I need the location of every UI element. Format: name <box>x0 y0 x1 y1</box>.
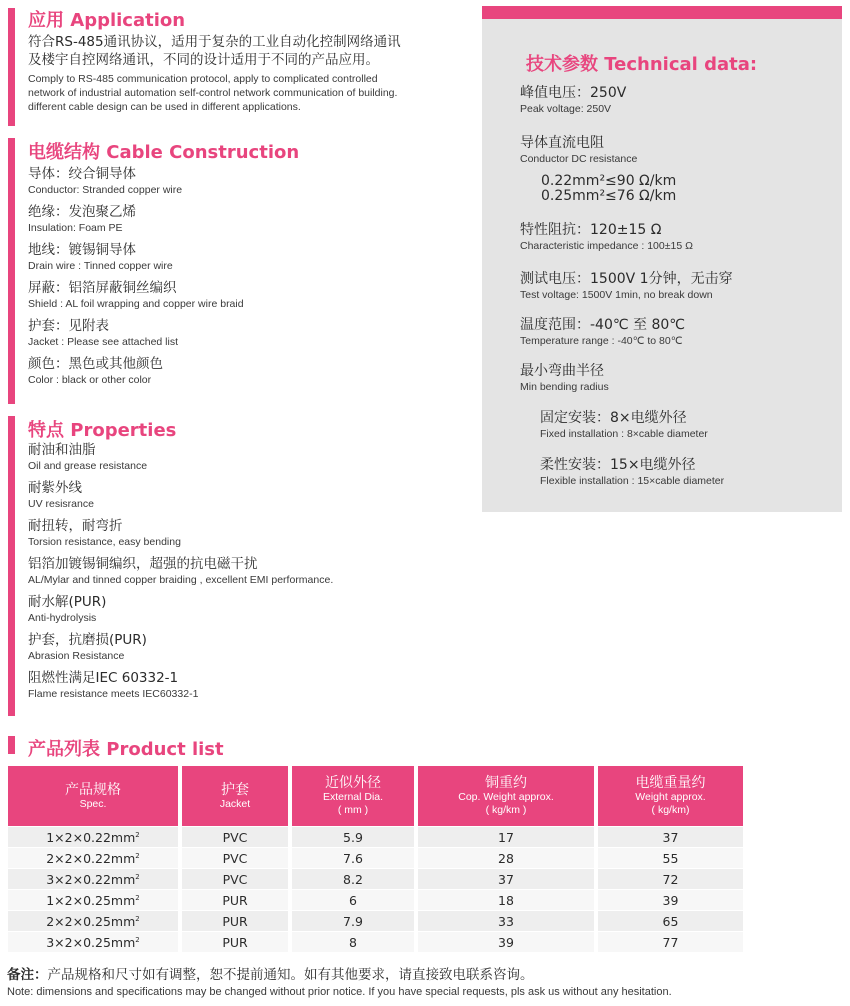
spec-text: 3×2×0.22mm <box>46 871 136 887</box>
construction-item <box>28 355 244 387</box>
test-voltage-en: Test voltage: 1500V 1min, no break down <box>520 289 713 301</box>
flexible-installation-en: Flexible installation : 15×cable diameter <box>540 475 725 487</box>
peak-voltage-en: Peak voltage: 250V <box>520 103 612 115</box>
construction-item <box>28 165 244 197</box>
cell-dia: 5.9 <box>290 827 416 848</box>
property-item-zh: 耐油和油脂 <box>28 442 96 458</box>
property-item-zh: 护套，抗磨损(PUR) <box>28 632 147 648</box>
dc-resistance-zh: 导体直流电阻 <box>520 135 604 151</box>
superscript: 2 <box>135 872 140 881</box>
cell-dia: 6 <box>290 890 416 911</box>
header-cop-unit: ( kg/km ) <box>485 804 527 816</box>
section-marker-product-list <box>8 736 15 754</box>
cell-spec <box>8 848 180 869</box>
characteristic-impedance <box>520 221 693 253</box>
spec-text: 1×2×0.22mm <box>46 829 136 845</box>
construction-item <box>28 203 244 235</box>
test-voltage <box>520 270 733 302</box>
superscript: 2 <box>135 935 140 944</box>
property-item-zh: 耐扭转，耐弯折 <box>28 518 123 534</box>
header-dia-zh: 近似外径 <box>325 775 381 791</box>
cell-spec <box>8 911 180 932</box>
property-item-zh: 阻燃性满足IEC 60332-1 <box>28 670 179 686</box>
cell-weight: 55 <box>596 848 743 869</box>
flexible-installation <box>540 456 724 488</box>
application-en-line3: different cable design can be used in different applications. <box>28 101 301 113</box>
construction-item <box>28 279 244 311</box>
table-row <box>8 890 743 911</box>
cell-dia: 8 <box>290 932 416 953</box>
product-table <box>8 766 743 952</box>
spec-text: 2×2×0.22mm <box>46 850 136 866</box>
impedance-en: Characteristic impedance : 100±15 Ω <box>520 240 693 252</box>
technical-data-panel <box>482 6 842 512</box>
fixed-installation-zh: 固定安装：8×电缆外径 <box>540 410 687 426</box>
construction-item-zh: 颜色：黑色或其他颜色 <box>28 356 163 372</box>
flexible-installation-zh: 柔性安装：15×电缆外径 <box>540 457 696 473</box>
cell-cop: 18 <box>416 890 596 911</box>
property-item <box>28 441 333 473</box>
property-item <box>28 517 333 549</box>
cell-cop: 33 <box>416 911 596 932</box>
cell-weight: 65 <box>596 911 743 932</box>
cell-jacket: PUR <box>180 932 290 953</box>
property-item <box>28 479 333 511</box>
header-weight-unit: ( kg/km) <box>651 804 690 816</box>
construction-item-en: Conductor: Stranded copper wire <box>28 184 183 196</box>
construction-item <box>28 317 244 349</box>
properties-title: 特点 Properties <box>28 420 177 441</box>
header-cable-weight <box>596 766 743 827</box>
cell-weight: 37 <box>596 827 743 848</box>
property-item-zh: 铝箔加镀锡铜编织，超强的抗电磁干扰 <box>28 556 258 572</box>
cell-weight: 72 <box>596 869 743 890</box>
property-item-en: AL/Mylar and tinned copper braiding , excellent EMI performance. <box>28 574 334 586</box>
note-label: 备注： <box>7 967 48 983</box>
properties-list <box>28 441 333 707</box>
header-dia-unit: ( mm ) <box>337 804 369 816</box>
section-marker-construction <box>8 138 15 404</box>
superscript: 2 <box>135 893 140 902</box>
construction-item-en: Drain wire : Tinned copper wire <box>28 260 173 272</box>
superscript: 2 <box>135 851 140 860</box>
table-header-row <box>8 766 743 827</box>
superscript: 2 <box>135 914 140 923</box>
property-item <box>28 555 333 587</box>
construction-title: 电缆结构 Cable Construction <box>28 142 300 163</box>
cell-dia: 7.6 <box>290 848 416 869</box>
table-row <box>8 932 743 953</box>
header-cop-zh: 铜重约 <box>485 775 527 791</box>
conductor-dc-resistance <box>520 134 676 204</box>
construction-item-zh: 屏蔽：铝箔屏蔽铜丝编织 <box>28 280 177 296</box>
cell-spec <box>8 932 180 953</box>
header-jacket <box>180 766 290 827</box>
bending-en: Min bending radius <box>520 381 609 393</box>
cell-jacket: PVC <box>180 848 290 869</box>
table-row <box>8 827 743 848</box>
header-spec <box>8 766 180 827</box>
cell-jacket: PUR <box>180 911 290 932</box>
peak-voltage-zh: 峰值电压：250V <box>520 85 627 101</box>
cell-weight: 77 <box>596 932 743 953</box>
header-spec-en: Spec. <box>79 797 107 810</box>
min-bending-radius <box>520 362 609 394</box>
section-marker-application <box>8 8 15 126</box>
cell-dia: 8.2 <box>290 869 416 890</box>
application-text <box>28 33 401 114</box>
construction-item-zh: 护套：见附表 <box>28 318 109 334</box>
property-item <box>28 669 333 701</box>
construction-item-zh: 绝缘：发泡聚乙烯 <box>28 204 136 220</box>
cell-spec <box>8 869 180 890</box>
fixed-installation <box>540 409 708 441</box>
cell-spec <box>8 827 180 848</box>
construction-item-zh: 导体：绞合铜导体 <box>28 166 136 182</box>
property-item-en: Torsion resistance, easy bending <box>28 536 181 548</box>
cell-jacket: PUR <box>180 890 290 911</box>
property-item-en: Oil and grease resistance <box>28 460 148 472</box>
cell-cop: 17 <box>416 827 596 848</box>
construction-item-en: Insulation: Foam PE <box>28 222 123 234</box>
note-zh <box>7 963 534 983</box>
property-item-zh: 耐紫外线 <box>28 480 82 496</box>
property-item-en: Anti-hydrolysis <box>28 612 97 624</box>
construction-item-en: Color : black or other color <box>28 374 152 386</box>
table-row <box>8 911 743 932</box>
application-en-line2: network of industrial automation self-control network communication of building. <box>28 87 398 99</box>
cell-cop: 39 <box>416 932 596 953</box>
header-jacket-zh: 护套 <box>221 781 249 798</box>
note-en: Note: dimensions and specifications may be changed without prior notice. If you have special requests, pls ask us without any hesitation. <box>7 986 672 998</box>
cell-cop: 37 <box>416 869 596 890</box>
application-en-line1: Comply to RS-485 communication protocol, apply to complicated controlled <box>28 73 378 85</box>
cell-weight: 39 <box>596 890 743 911</box>
construction-item <box>28 241 244 273</box>
cell-dia: 7.9 <box>290 911 416 932</box>
application-zh-line1: 符合RS-485通讯协议，适用于复杂的工业自动化控制网络通讯 <box>28 34 401 50</box>
cell-cop: 28 <box>416 848 596 869</box>
header-spec-zh: 产品规格 <box>65 781 121 798</box>
dc-resistance-value-022: 0.22mm²≤90 Ω/km <box>541 173 677 189</box>
test-voltage-zh: 测试电压：1500V 1分钟，无击穿 <box>520 271 733 287</box>
header-copper-weight <box>416 766 596 827</box>
spec-text: 1×2×0.25mm <box>46 892 136 908</box>
property-item-zh: 耐水解(PUR) <box>28 594 107 610</box>
dc-resistance-en: Conductor DC resistance <box>520 153 638 165</box>
header-weight-en: Weight approx. <box>635 791 706 803</box>
property-item-en: Abrasion Resistance <box>28 650 125 662</box>
fixed-installation-en: Fixed installation : 8×cable diameter <box>540 428 708 440</box>
note-zh-text: 产品规格和尺寸如有调整，恕不提前通知。如有其他要求，请直接致电联系咨询。 <box>47 967 534 983</box>
peak-voltage <box>520 84 626 116</box>
section-marker-properties <box>8 416 15 716</box>
technical-title: 技术参数 Technical data: <box>526 54 758 75</box>
header-jacket-en: Jacket <box>219 797 251 810</box>
application-zh-line2: 及楼宇自控网络通讯，不同的设计适用于不同的产品应用。 <box>28 52 379 68</box>
property-item-en: Flame resistance meets IEC60332-1 <box>28 688 199 700</box>
construction-item-zh: 地线：镀锡铜导体 <box>28 242 136 258</box>
spec-text: 2×2×0.25mm <box>46 913 136 929</box>
header-dia-en: External Dia. <box>322 791 384 803</box>
technical-panel-accent <box>482 6 842 19</box>
dc-resistance-value-025: 0.25mm²≤76 Ω/km <box>541 188 677 204</box>
header-external-dia <box>290 766 416 827</box>
spec-text: 3×2×0.25mm <box>46 934 136 950</box>
table-row <box>8 869 743 890</box>
bending-zh: 最小弯曲半径 <box>520 363 604 379</box>
construction-item-en: Jacket : Please see attached list <box>28 336 178 348</box>
table-row <box>8 848 743 869</box>
property-item-en: UV resisrance <box>28 498 94 510</box>
property-item <box>28 593 333 625</box>
construction-item-en: Shield : AL foil wrapping and copper wire braid <box>28 298 244 310</box>
construction-list <box>28 165 244 393</box>
property-item <box>28 631 333 663</box>
header-weight-zh: 电缆重量约 <box>635 775 706 791</box>
cell-jacket: PVC <box>180 827 290 848</box>
superscript: 2 <box>135 830 140 839</box>
cell-jacket: PVC <box>180 869 290 890</box>
product-list-title: 产品列表 Product list <box>28 739 224 760</box>
header-cop-en: Cop. Weight approx. <box>458 791 554 803</box>
cell-spec <box>8 890 180 911</box>
temperature-zh: 温度范围：-40℃ 至 80℃ <box>520 317 686 333</box>
impedance-zh: 特性阻抗：120±15 Ω <box>520 222 662 238</box>
temperature-range <box>520 316 685 348</box>
temperature-en: Temperature range : -40℃ to 80℃ <box>520 335 683 347</box>
application-title: 应用 Application <box>28 10 186 31</box>
